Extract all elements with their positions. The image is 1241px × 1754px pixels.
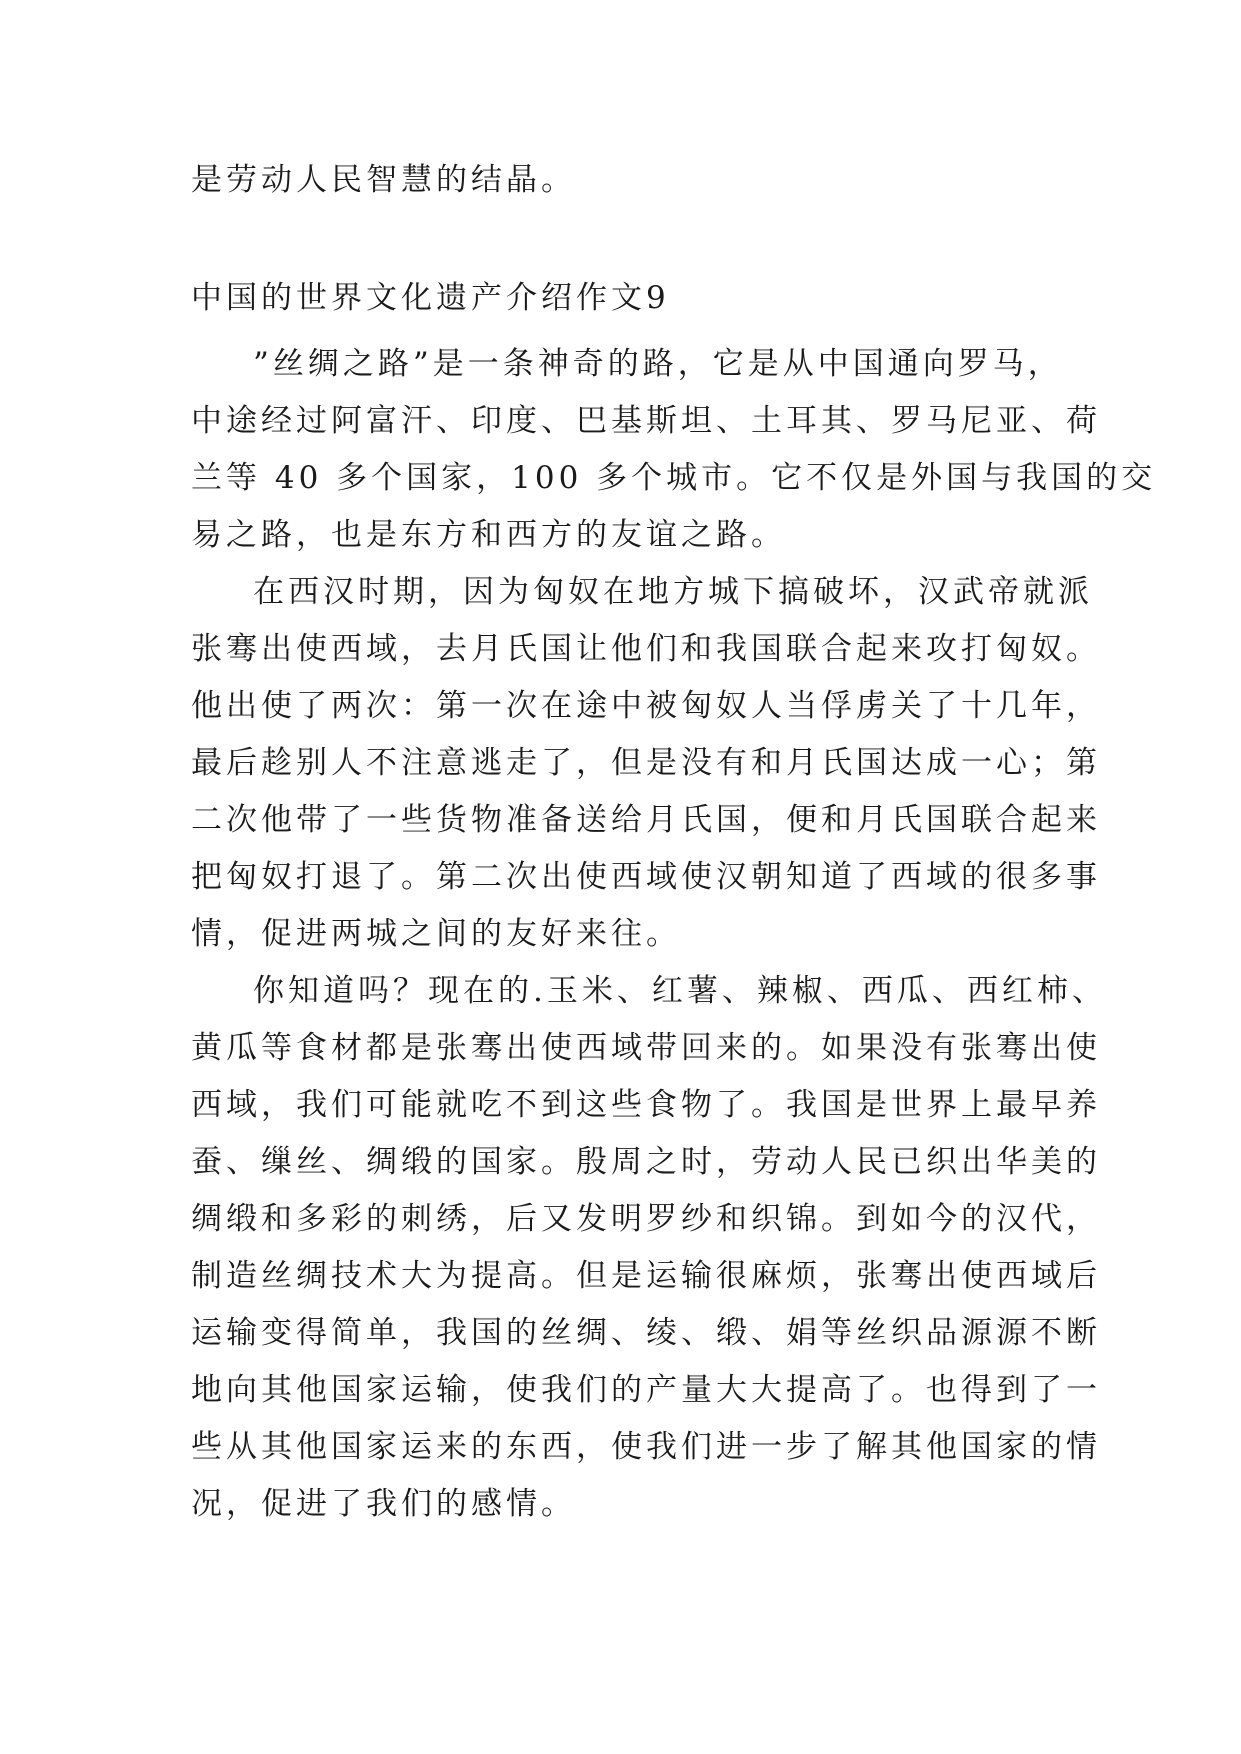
text-line: 兰等 40 多个国家，100 多个城市。它不仅是外国与我国的交 bbox=[191, 460, 1157, 496]
text-line: ”丝绸之路”是一条神奇的路，它是从中国通向罗马， bbox=[253, 346, 1063, 382]
text-line: 你知道吗？现在的.玉米、红薯、辣椒、西瓜、西红柿、 bbox=[253, 973, 1107, 1009]
section-title: 中国的世界文化遗产介绍作文9 bbox=[191, 280, 670, 316]
text-line: 蚕、缫丝、绸缎的国家。殷周之时，劳动人民已织出华美的 bbox=[191, 1144, 1101, 1180]
text-line: 在西汉时期，因为匈奴在地方城下搞破坏，汉武帝就派 bbox=[253, 574, 1093, 610]
text-line: 地向其他国家运输，使我们的产量大大提高了。也得到了一 bbox=[191, 1372, 1101, 1408]
text-line: 制造丝绸技术大为提高。但是运输很麻烦，张骞出使西域后 bbox=[191, 1258, 1101, 1294]
text-line: 中途经过阿富汗、印度、巴基斯坦、土耳其、罗马尼亚、荷 bbox=[191, 403, 1101, 439]
text-line: 况，促进了我们的感情。 bbox=[191, 1486, 576, 1522]
text-line: 把匈奴打退了。第二次出使西域使汉朝知道了西域的很多事 bbox=[191, 859, 1101, 895]
text-line: 西域，我们可能就吃不到这些食物了。我国是世界上最早养 bbox=[191, 1087, 1101, 1123]
text-line: 是劳动人民智慧的结晶。 bbox=[191, 162, 576, 198]
text-line: 易之路，也是东方和西方的友谊之路。 bbox=[191, 517, 786, 553]
text-line: 最后趁别人不注意逃走了，但是没有和月氏国达成一心；第 bbox=[191, 745, 1101, 781]
text-line: 情，促进两城之间的友好来往。 bbox=[191, 916, 681, 952]
text-line: 运输变得简单，我国的丝绸、绫、缎、娟等丝织品源源不断 bbox=[191, 1315, 1101, 1351]
text-line: 二次他带了一些货物准备送给月氏国，便和月氏国联合起来 bbox=[191, 802, 1101, 838]
text-line: 张骞出使西域，去月氏国让他们和我国联合起来攻打匈奴。 bbox=[191, 631, 1101, 667]
text-line: 他出使了两次：第一次在途中被匈奴人当俘虏关了十几年， bbox=[191, 688, 1101, 724]
text-line: 些从其他国家运来的东西，使我们进一步了解其他国家的情 bbox=[191, 1429, 1101, 1465]
text-line: 绸缎和多彩的刺绣，后又发明罗纱和织锦。到如今的汉代， bbox=[191, 1201, 1101, 1237]
text-line: 黄瓜等食材都是张骞出使西域带回来的。如果没有张骞出使 bbox=[191, 1030, 1101, 1066]
